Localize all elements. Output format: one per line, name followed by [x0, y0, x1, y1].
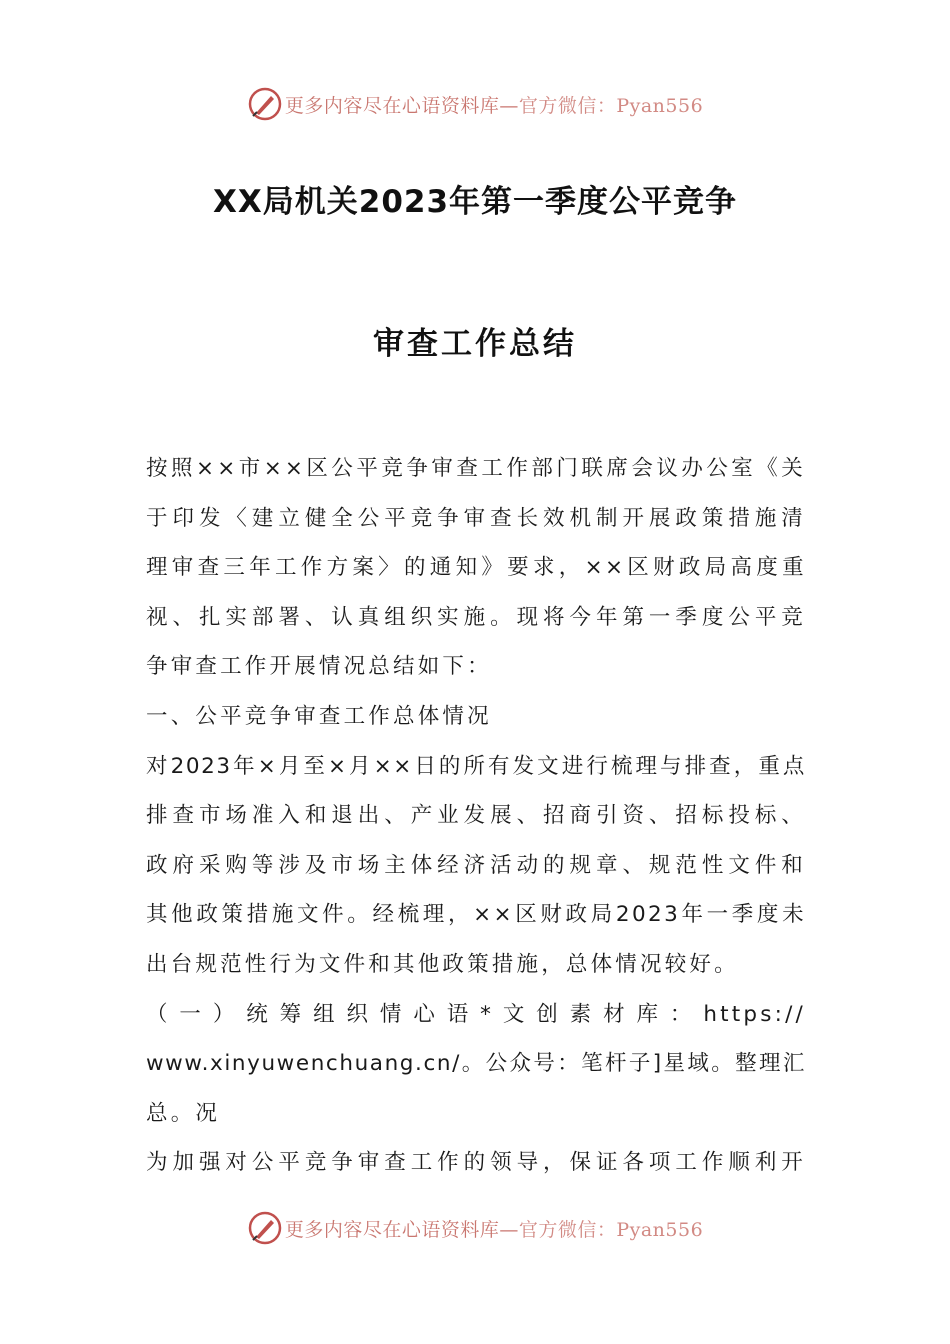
section-heading: 一、公平竞争审查工作总体情况	[146, 703, 492, 729]
body-line: 争审查工作开展情况总结如下：	[146, 654, 492, 680]
body-line: 出台规范性行为文件和其他政策措施，总体情况较好。	[146, 951, 739, 977]
body-line: 理审查三年工作方案〉的通知》要求，××区财政局高度重	[146, 555, 806, 581]
header-watermark-banner	[0, 84, 950, 124]
body-line: 于印发〈建立健全公平竞争审查长效机制开展政策措施清	[146, 505, 806, 531]
body-line: 政府采购等涉及市场主体经济活动的规章、规范性文件和	[146, 852, 806, 878]
body-line: 为加强对公平竞争审查工作的领导，保证各项工作顺利开	[146, 1150, 806, 1176]
document-title-line-2: 审查工作总结	[373, 326, 577, 362]
watermark-text: 更多内容尽在心语资料库—官方微信：Pyan556	[284, 1218, 704, 1241]
document-title-line-1: XX局机关2023年第一季度公平竞争	[212, 184, 738, 220]
pen-circle-logo-icon	[247, 86, 283, 122]
subsection-heading: （一）统筹组织情心语*文创素材库：https://	[146, 1001, 806, 1027]
body-line: 其他政策措施文件。经梳理，××区财政局2023年一季度未	[146, 902, 806, 928]
body-line: 对2023年×月至×月××日的所有发文进行梳理与排查，重点	[146, 753, 806, 779]
body-line: www.xinyuwenchuang.cn/。公众号：笔杆子]星域。整理汇	[146, 1051, 806, 1077]
body-line: 总。况	[146, 1100, 221, 1126]
body-line: 排查市场准入和退出、产业发展、招商引资、招标投标、	[146, 803, 806, 829]
document-body	[146, 444, 806, 1188]
pen-circle-logo-icon	[247, 1210, 283, 1246]
body-line: 视、扎实部署、认真组织实施。现将今年第一季度公平竞	[146, 604, 806, 630]
watermark-text: 更多内容尽在心语资料库—官方微信：Pyan556	[284, 94, 704, 117]
body-line: 按照××市××区公平竞争审查工作部门联席会议办公室《关	[146, 456, 806, 481]
footer-watermark-banner	[0, 1208, 950, 1248]
